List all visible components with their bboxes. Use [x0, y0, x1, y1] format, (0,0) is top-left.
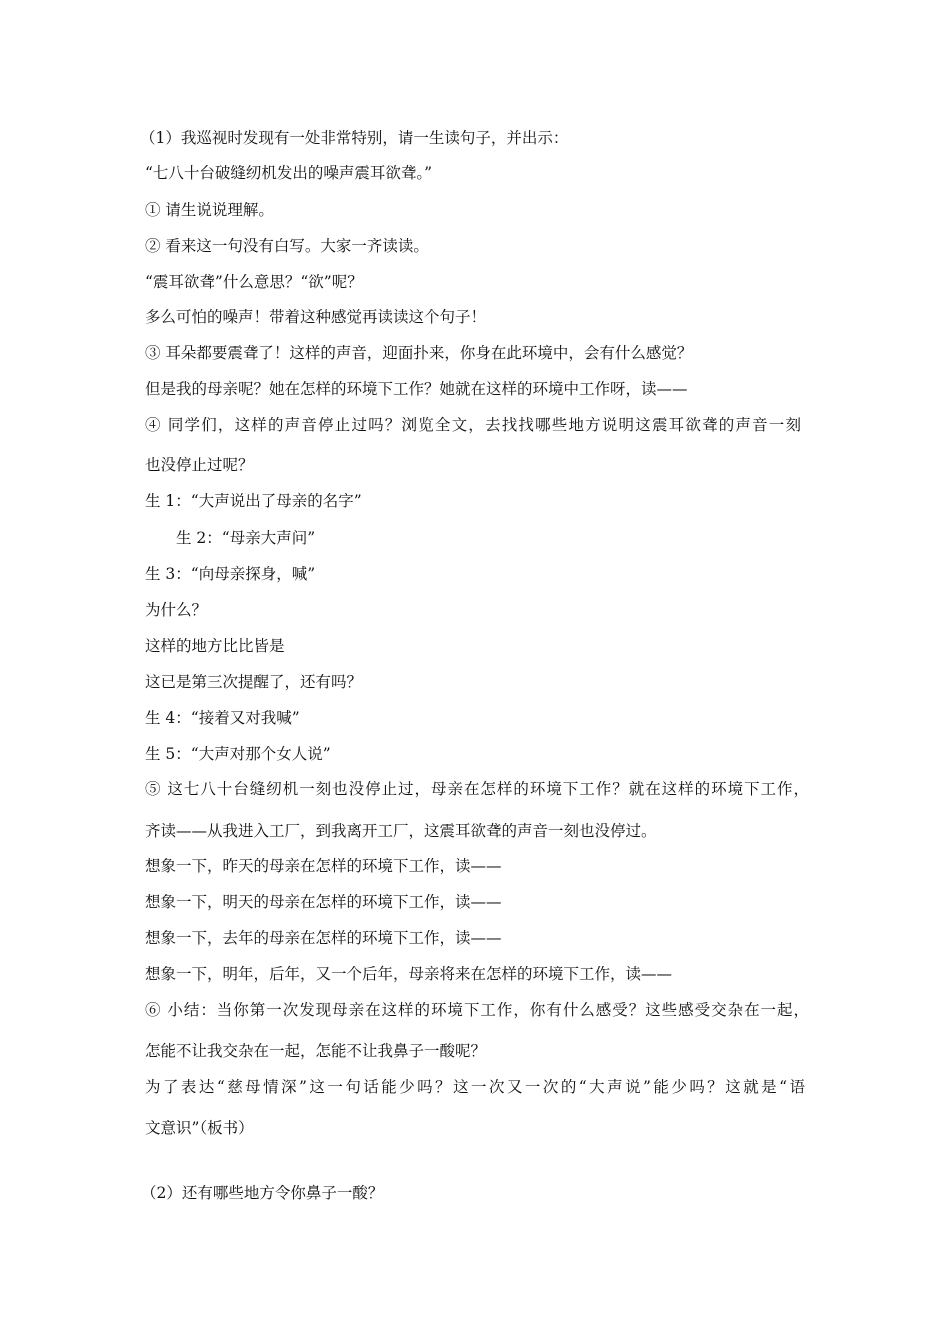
text-line-10: 也没停止过呢？ — [145, 456, 254, 474]
text-line-9: ④ 同学们，这样的声音停止过吗？浏览全文，去找找哪些地方说明这震耳欲聋的声音一刻 — [145, 416, 801, 434]
text-line-27: 为了表达“慈母情深”这一句话能少吗？这一次又一次的“大声说”能少吗？这就是“语 — [145, 1078, 805, 1096]
text-line-15: 这样的地方比比皆是 — [145, 637, 285, 655]
text-line-1: （1）我巡视时发现有一处非常特别，请一生读句子，并出示： — [140, 129, 569, 147]
text-line-24: 想象一下，明年，后年，又一个后年，母亲将来在怎样的环境下工作，读—— — [145, 965, 673, 983]
text-line-8: 但是我的母亲呢？她在怎样的环境下工作？她就在这样的环境中工作呀，读—— — [145, 380, 688, 398]
text-line-29: （2）还有哪些地方令你鼻子一酸？ — [141, 1184, 384, 1202]
text-line-23: 想象一下，去年的母亲在怎样的环境下工作，读—— — [145, 929, 502, 947]
text-line-28: 文意识”（板书） — [145, 1119, 254, 1137]
text-line-4: ② 看来这一句没有白写。大家一齐读读。 — [145, 237, 429, 255]
text-line-17: 生 4：“接着又对我喊” — [145, 709, 300, 727]
text-line-12: 生 2：“母亲大声问” — [176, 529, 316, 547]
text-line-3: ① 请生说说理解。 — [145, 201, 274, 219]
text-line-5: “震耳欲聋”什么意思？“欲”呢？ — [145, 273, 363, 291]
text-line-2: “七八十台破缝纫机发出的噪声震耳欲聋。” — [145, 164, 433, 182]
text-line-20: 齐读——从我进入工厂，到我离开工厂，这震耳欲聋的声音一刻也没停过。 — [145, 822, 657, 840]
text-line-16: 这已是第三次提醒了，还有吗？ — [145, 673, 363, 691]
text-line-26: 怎能不让我交杂在一起，怎能不让我鼻子一酸呢？ — [145, 1042, 487, 1060]
text-line-13: 生 3：“向母亲探身，喊” — [145, 565, 316, 583]
text-line-14: 为什么？ — [145, 601, 208, 619]
text-line-7: ③ 耳朵都要震聋了！这样的声音，迎面扑来，你身在此环境中，会有什么感觉？ — [145, 344, 693, 362]
text-line-25: ⑥ 小结：当你第一次发现母亲在这样的环境下工作，你有什么感受？这些感受交杂在一起， — [145, 1001, 809, 1019]
text-line-18: 生 5：“大声对那个女人说” — [145, 745, 331, 763]
text-line-6: 多么可怕的噪声！带着这种感觉再读读这个句子！ — [145, 308, 487, 326]
text-line-22: 想象一下，明天的母亲在怎样的环境下工作，读—— — [145, 893, 502, 911]
text-line-11: 生 1：“大声说出了母亲的名字” — [145, 492, 362, 510]
text-line-21: 想象一下，昨天的母亲在怎样的环境下工作，读—— — [145, 857, 502, 875]
text-line-19: ⑤ 这七八十台缝纫机一刻也没停止过，母亲在怎样的环境下工作？就在这样的环境下工作， — [145, 780, 809, 798]
